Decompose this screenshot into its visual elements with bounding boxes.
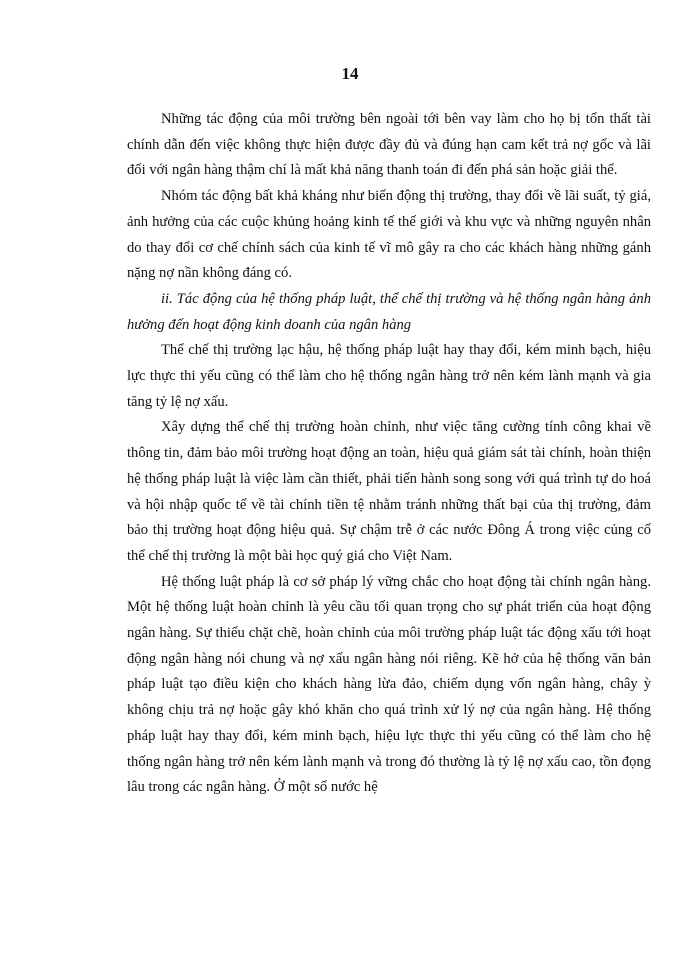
- paragraph-market-institutions: Thể chế thị trường lạc hậu, hệ thống pháp luật hay thay đổi, kém minh bạch, hiệu lực thực thi yếu cũng có thể làm cho hệ thống ngân hàng trở nên kém lành mạnh và gia tăng tỷ lệ nợ xấu.: [127, 342, 651, 410]
- paragraph-external-impacts: Những tác động của môi trường bên ngoài tới bên vay làm cho họ bị tổn thất tài chính dẫn đến việc không thực hiện được đầy đủ và đúng hạn cam kết trả nợ gốc và lãi đối với ngân hàng thậm chí là mất khả năng thanh toán đi đến phá sản hoặc giải thể.: [127, 111, 651, 179]
- page-number: 14: [341, 64, 359, 83]
- paragraph-building-institutions: Xây dựng thể chế thị trường hoàn chỉnh, như việc tăng cường tính công khai về thông tin, đảm bảo môi trường hoạt động an toàn, hiệu quả giám sát tài chính, hoàn thiện hệ thống pháp luật là việc làm cần thiết, phải tiến hành song song với quá trình tự do hoá và hội nhập quốc tế về tài chính tiền tệ nhằm tránh những thất bại của thị trường, đảm bảo thị trường hoạt động hiệu quả. Sự chậm trễ ở các nước Đông Á trong việc củng cố thể chế thị trường là một bài học quý giá cho Việt Nam.: [127, 419, 651, 564]
- paragraph-force-majeure: Nhóm tác động bất khả kháng như biến động thị trường, thay đổi về lãi suất, tỷ giá, ảnh hưởng của các cuộc khủng hoảng kinh tế thế giới và khu vực và những nguyên nhân do thay đổi cơ chế chính sách của kinh tế vĩ mô gây ra cho các khách hàng những gánh nặng nợ nần không đáng có.: [127, 188, 651, 282]
- section-heading-legal-system: ii. Tác động của hệ thống pháp luật, thể chế thị trường và hệ thống ngân hàng ảnh hưởng đến hoạt động kinh doanh của ngân hàng: [127, 290, 651, 333]
- paragraph-legal-system: Hệ thống luật pháp là cơ sở pháp lý vững chắc cho hoạt động tài chính ngân hàng. Một hệ thống luật hoàn chỉnh là yêu cầu tối quan trọng cho sự phát triển của hoạt động ngân hàng. Sự thiếu chặt chẽ, hoàn chỉnh của môi trường pháp luật tác động xấu tới hoạt động ngân hàng nói chung và nợ xấu ngân hàng nói riêng. Kẽ hở của hệ thống văn bản pháp luật tạo điều kiện cho khách hàng lừa đảo, chiếm dụng vốn ngân hàng, chây ỳ không chịu trả nợ hoặc gây khó khăn cho quá trình xử lý nợ của ngân hàng. Hệ thống pháp luật hay thay đổi, kém minh bạch, hiệu lực thực thi yếu cũng có thể làm cho hệ thống ngân hàng trở nên kém lành mạnh và trong đó thường là tỷ lệ nợ xấu cao, tồn đọng lâu trong các ngân hàng. Ở một số nước hệ: [127, 573, 651, 796]
- page-body: [127, 107, 651, 801]
